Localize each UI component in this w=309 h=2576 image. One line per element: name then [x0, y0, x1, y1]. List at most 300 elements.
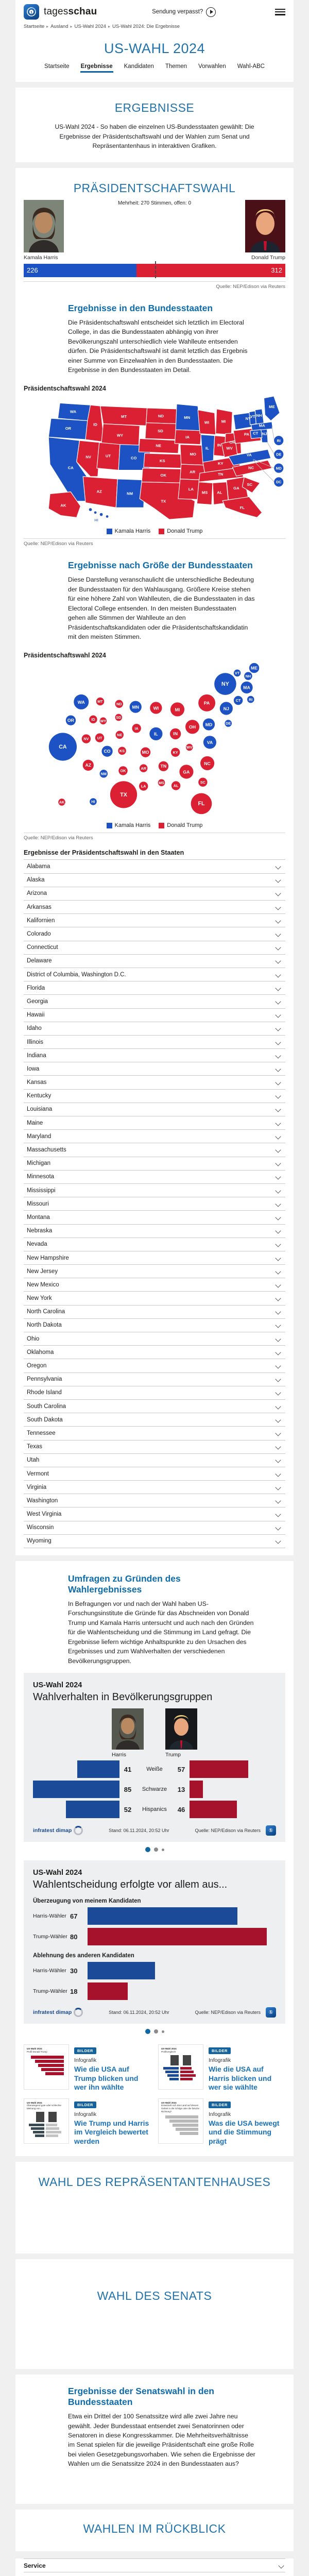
ergebnisse-heading: ERGEBNISSE	[15, 88, 294, 118]
teaser-card[interactable]	[158, 2098, 285, 2146]
state-accordion-row[interactable]	[24, 1143, 285, 1157]
size-result-text: Diese Darstellung veranschaulicht die unterschiedliche Bedeutung der Bundesstaaten für den Wahlausgang. Größere Kreise stehen für eine höhere Zahl von Wahlleuten, die die Bundesstaaten in das Electoral College entsenden. In den meisten Bundesstaaten gehen alle Stimmen der Wahlleute an den Präsidentschaftskandidaten oder die Präsidentschaftskandidatin mit den meisten Stimmen.	[68, 575, 255, 641]
state-name: Arizona	[27, 890, 47, 896]
row-label: Harris-Wähler	[33, 1913, 70, 1919]
bubble-label-ME: ME	[251, 666, 258, 671]
umfragen-text: In Befragungen vor und nach der Wahl haben US-Forschungsinstitute die Gründe für das Abschneiden von Donald Trump und Kamala Harris untersucht und auch nach den Gründen für die Wahlentscheidung und die Stimmung im Land gefragt. Die Ergebnisse liefern wichtige Anhaltspunkte zu den Ursachen des Ergebnisses und zum Wahlverhalten der verschiedenen Bevölkerungsgruppen.	[68, 1599, 255, 1666]
demo-row	[33, 1801, 276, 1818]
state-accordion-row[interactable]	[24, 1157, 285, 1171]
state-name: Massachusetts	[27, 1147, 66, 1153]
state-name: Utah	[27, 1457, 39, 1463]
state-accordion-row[interactable]	[24, 1467, 285, 1481]
state-accordion-row[interactable]	[24, 860, 285, 873]
state-accordion-row[interactable]	[24, 1238, 285, 1251]
state-name: New Hampshire	[27, 1255, 69, 1261]
bubble-label-VT: VT	[235, 671, 240, 675]
chevron-down-icon	[275, 1458, 281, 1463]
chevron-down-icon	[275, 1430, 281, 1436]
state-accordion-row[interactable]	[24, 1076, 285, 1089]
bubble-label-WA: WA	[78, 700, 85, 705]
state-accordion-row[interactable]	[24, 914, 285, 927]
state-label-OK: OK	[160, 473, 166, 478]
chevron-down-icon	[275, 1255, 281, 1261]
state-accordion-row[interactable]	[24, 1130, 285, 1143]
state-name: Oregon	[27, 1363, 46, 1369]
play-icon[interactable]	[206, 7, 216, 17]
teaser-headline-link[interactable]: Wie die USA auf Harris blicken und wer sie wählte	[209, 2065, 285, 2092]
state-name: New Mexico	[27, 1282, 59, 1288]
teaser-card[interactable]	[24, 2044, 151, 2092]
chevron-down-icon	[275, 1188, 281, 1193]
state-accordion-row[interactable]	[24, 1413, 285, 1427]
state-accordion-row[interactable]	[24, 1171, 285, 1184]
chart-kicker: US-Wahl 2024	[33, 1681, 276, 1689]
breadcrumb-separator: ▸	[108, 24, 110, 29]
bubble-label-VA: VA	[207, 740, 213, 745]
state-name: Florida	[27, 985, 45, 991]
state-label-ME: ME	[269, 404, 274, 409]
state-label-UT: UT	[106, 454, 111, 459]
chevron-down-icon	[275, 1268, 281, 1274]
bubble-label-AZ: AZ	[85, 763, 91, 768]
thumb-title: Profilvergleich	[161, 2050, 200, 2054]
state-name: Louisiana	[27, 1106, 52, 1112]
majority-marker	[155, 261, 156, 278]
thumb-kicker: US-Wahl 2024	[161, 2047, 200, 2050]
bubble-label-PA: PA	[204, 701, 210, 706]
us-bubble-cartogram[interactable]	[15, 662, 294, 819]
bubble-label-CA: CA	[59, 744, 67, 750]
dot[interactable]	[154, 1848, 158, 1852]
chevron-down-icon	[275, 1174, 281, 1180]
chevron-down-icon	[275, 918, 281, 923]
state-accordion-row[interactable]	[24, 1116, 285, 1130]
chevron-down-icon	[275, 1228, 281, 1233]
state-label-AZ: AZ	[97, 489, 102, 494]
ard-logo-icon: ①	[266, 1825, 276, 1836]
state-label-WA: WA	[70, 410, 77, 414]
footer-accordion-row[interactable]	[24, 2572, 285, 2576]
chevron-down-icon	[275, 1282, 281, 1287]
tab-themen[interactable]: Themen	[165, 62, 187, 73]
bubble-label-NE: NE	[117, 733, 122, 737]
thumb-title: Entwickelt sich das Land auf diesem Gebiet in die richtige oder die falsche Richtung?	[161, 2104, 200, 2113]
group-label: Überzeugung von meinem Kandidaten	[33, 1898, 276, 1904]
harris-label: Harris	[112, 1752, 144, 1758]
dot[interactable]	[162, 1849, 164, 1851]
tab-ergebnisse[interactable]: Ergebnisse	[80, 62, 113, 73]
harris-bar	[66, 1801, 119, 1818]
thumb-title: Profil Donald Trump	[27, 2050, 66, 2054]
state-name: Nebraska	[27, 1228, 52, 1234]
state-name: South Dakota	[27, 1417, 63, 1423]
harris-bar	[88, 1907, 237, 1925]
state-name: Wisconsin	[27, 1524, 54, 1531]
candidate-photos-row	[15, 200, 294, 252]
state-label-SD: SD	[158, 429, 163, 433]
umfragen-heading[interactable]: Umfragen zu Gründen des Wahlergebnisses	[68, 1561, 255, 1595]
state-name: North Carolina	[27, 1309, 65, 1315]
chevron-down-icon	[275, 1242, 281, 1247]
umfragen-card	[15, 1561, 294, 2156]
state-name: Mississippi	[27, 1188, 56, 1194]
state-label-TX: TX	[161, 499, 166, 504]
state-name: Kalifornien	[27, 918, 55, 924]
state-HI[interactable]	[89, 509, 92, 512]
bubble-label-TX: TX	[120, 792, 127, 798]
chevron-down-icon	[275, 904, 281, 910]
chevron-down-icon	[275, 1511, 281, 1517]
bubble-label-MD: MD	[205, 722, 213, 727]
senat-card	[15, 2259, 294, 2369]
category-label: Schwarze	[136, 1786, 173, 1792]
state-accordion-row[interactable]	[24, 901, 285, 914]
state-label-TN: TN	[218, 472, 223, 477]
state-accordion-row[interactable]	[24, 968, 285, 981]
harris-value: 52	[119, 1806, 136, 1814]
cartogram-svg	[15, 662, 294, 817]
bubble-label-IA: IA	[135, 726, 139, 731]
state-accordion-row[interactable]	[24, 1454, 285, 1467]
state-accordion-row[interactable]	[24, 995, 285, 1008]
state-label-NV: NV	[85, 455, 92, 460]
state-label-AL: AL	[217, 490, 222, 495]
page-title: US-WAHL 2024	[15, 41, 294, 57]
state-accordion-row[interactable]	[24, 1062, 285, 1076]
state-accordion-row[interactable]	[24, 941, 285, 955]
state-name: North Dakota	[27, 1322, 62, 1328]
state-accordion-row[interactable]	[24, 1184, 285, 1197]
state-accordion-row[interactable]	[24, 1049, 285, 1062]
state-accordion-row[interactable]	[24, 1292, 285, 1305]
states-accordion	[24, 859, 285, 1548]
teaser-headline-link[interactable]: Was die USA bewegt und die Stimmung prägt	[209, 2119, 285, 2146]
state-accordion-row[interactable]	[24, 1427, 285, 1440]
breadcrumb-item[interactable]: Ausland	[50, 24, 68, 29]
bubble-label-MO: MO	[142, 750, 149, 755]
teaser-kicker: Infografik	[209, 2111, 285, 2117]
harris-bar	[77, 1760, 119, 1778]
chevron-down-icon	[275, 1039, 281, 1045]
chevron-down-icon	[275, 1053, 281, 1058]
teaser-card[interactable]	[24, 2098, 151, 2146]
chevron-down-icon	[275, 1161, 281, 1166]
electoral-bar	[24, 264, 285, 277]
state-name: Alaska	[27, 877, 45, 883]
ard-logo-icon: ①	[266, 2007, 276, 2018]
site-header	[15, 0, 294, 82]
majority-note: Mehrheit: 270 Stimmen, offen: 0	[15, 200, 294, 206]
state-accordion-row[interactable]	[24, 874, 285, 887]
state-accordion-row[interactable]	[24, 1373, 285, 1386]
tagesschau-logo-icon[interactable]	[24, 4, 39, 20]
harris-caption: Kamala Harris	[24, 255, 58, 261]
bubble-label-NV: NV	[83, 737, 89, 741]
state-accordion-row[interactable]	[24, 1090, 285, 1103]
state-accordion-row[interactable]	[24, 1211, 285, 1224]
chevron-down-icon	[275, 1120, 281, 1126]
state-name: Alabama	[27, 863, 50, 870]
breadcrumb-item[interactable]: Startseite	[24, 24, 44, 29]
state-name: Nevada	[27, 1241, 47, 1247]
state-label-NC: NC	[248, 466, 254, 470]
chart-footer	[33, 1825, 276, 1836]
state-label-CO: CO	[131, 456, 137, 461]
chevron-down-icon	[275, 1066, 281, 1072]
harris-electoral-segment: 226	[24, 264, 136, 277]
state-accordion-row[interactable]	[24, 1332, 285, 1346]
chart-title: Wahlentscheidung erfolgte vor allem aus...	[33, 1879, 276, 1891]
trump-value: 13	[173, 1786, 190, 1793]
chevron-down-icon	[275, 1377, 281, 1382]
chevron-down-icon	[275, 1309, 281, 1315]
trump-bar	[190, 1781, 203, 1798]
thumb-mini-bars	[27, 2124, 66, 2137]
trump-electoral-segment: 312	[136, 264, 285, 277]
state-accordion-row[interactable]	[24, 981, 285, 995]
state-accordion-row[interactable]	[24, 1319, 285, 1332]
state-name: Tennessee	[27, 1430, 56, 1436]
us-choropleth-map[interactable]	[15, 395, 294, 525]
breadcrumb-separator: ▸	[46, 24, 48, 29]
decision-rows	[33, 1898, 276, 2000]
chevron-down-icon	[275, 931, 281, 937]
state-accordion-row[interactable]	[24, 1278, 285, 1292]
thumb-photos	[27, 2112, 66, 2122]
state-accordion-row[interactable]	[24, 1535, 285, 1548]
state-accordion-row[interactable]	[24, 1359, 285, 1372]
state-accordion-row[interactable]	[24, 1306, 285, 1319]
category-label: Weiße	[136, 1766, 173, 1772]
map-label: Präsidentschaftswahl 2024	[24, 385, 285, 392]
state-accordion-row[interactable]	[24, 1481, 285, 1494]
state-accordion-row[interactable]	[24, 1440, 285, 1454]
row-label: Trump-Wähler	[33, 1988, 70, 1994]
source-note: Quelle: NEP/Edison via Reuters	[15, 833, 294, 841]
rueckblick-card	[15, 2510, 294, 2551]
state-label-MA: MA	[259, 423, 265, 428]
state-name: Iowa	[27, 1066, 39, 1072]
bubble-label-AL: AL	[174, 784, 179, 788]
state-label-AR: AR	[190, 470, 196, 474]
carousel-dots[interactable]	[15, 2024, 294, 2035]
infratest-dimap-logo: infratest dimap	[33, 1826, 83, 1835]
candidate-captions	[15, 255, 294, 261]
state-accordion-row[interactable]	[24, 927, 285, 941]
legend-swatch	[107, 823, 112, 828]
bubble-label-OK: OK	[121, 769, 127, 773]
breadcrumb	[15, 22, 294, 33]
legend-item	[107, 822, 151, 828]
brand-wordmark[interactable]: tagesschau	[44, 6, 97, 18]
hamburger-menu-icon[interactable]	[275, 9, 285, 15]
legend-swatch	[159, 529, 164, 534]
state-label-NM: NM	[127, 492, 133, 496]
infratest-arc-icon	[74, 2008, 83, 2017]
state-name: Minnesota	[27, 1174, 54, 1180]
state-label-WV: WV	[226, 446, 233, 451]
state-label-KY: KY	[218, 461, 224, 466]
tab-kandidaten[interactable]: Kandidaten	[124, 62, 154, 73]
bubble-label-GA: GA	[183, 770, 190, 775]
bilder-badge: BILDER	[74, 2102, 96, 2108]
teaser-thumbnail	[24, 2098, 69, 2144]
state-name: New Jersey	[27, 1268, 58, 1275]
teaser-kicker: Infografik	[74, 2057, 151, 2063]
decision-row	[33, 1982, 276, 2000]
teaser-grid	[24, 2044, 285, 2156]
thumb-kicker: US-Wahl 2024	[27, 2102, 66, 2105]
state-label-ND: ND	[158, 414, 164, 418]
teaser-thumbnail	[24, 2044, 69, 2090]
bubble-label-MS: MS	[159, 781, 164, 785]
bubble-label-WY: WY	[100, 719, 106, 723]
category-label: Hispanics	[136, 1806, 173, 1812]
state-HI[interactable]	[106, 516, 109, 518]
row-label: Trump-Wähler	[33, 1934, 70, 1940]
missed-broadcast-link[interactable]: Sendung verpasst?	[97, 7, 271, 17]
chevron-down-icon	[275, 1093, 281, 1099]
state-HI[interactable]	[94, 512, 97, 514]
bubble-label-MT: MT	[97, 700, 103, 704]
state-accordion-row[interactable]	[24, 1103, 285, 1116]
teaser-meta	[74, 2044, 151, 2092]
bubble-label-CT: CT	[236, 699, 241, 703]
legend-label: Kamala Harris	[115, 528, 151, 534]
dot-active[interactable]	[145, 1847, 150, 1852]
chevron-down-icon	[275, 1201, 281, 1207]
bubble-label-SC: SC	[200, 780, 206, 785]
state-accordion-row[interactable]	[24, 1386, 285, 1400]
state-accordion-row[interactable]	[24, 1022, 285, 1036]
footer-accordion	[24, 2558, 285, 2576]
senatswahl-heading[interactable]: Ergebnisse der Senatswahl in den Bundesstaaten	[68, 2375, 255, 2408]
trump-photo	[245, 200, 285, 252]
chevron-down-icon	[275, 1484, 281, 1490]
state-accordion-row[interactable]	[24, 1400, 285, 1413]
bubble-label-OR: OR	[67, 718, 75, 723]
bubble-label-MA: MA	[243, 685, 250, 690]
tab-wahl-abc[interactable]: Wahl-ABC	[237, 62, 265, 73]
state-label-IN: IN	[217, 443, 221, 448]
state-label-MD: MD	[276, 467, 282, 471]
breadcrumb-item[interactable]: US-Wahl 2024	[75, 24, 106, 29]
state-accordion-row[interactable]	[24, 1346, 285, 1359]
states-accordion-heading: Ergebnisse der Präsidentschaftswahl in den Staaten	[24, 849, 285, 856]
state-name: Michigan	[27, 1160, 50, 1166]
senatswahl-card	[15, 2375, 294, 2504]
chevron-down-icon	[275, 1107, 281, 1112]
dot[interactable]	[154, 2029, 158, 2033]
states-result-heading[interactable]: Ergebnisse in den Bundesstaaten	[68, 303, 255, 314]
chevron-down-icon	[275, 1444, 281, 1449]
legend-label: Kamala Harris	[115, 822, 151, 828]
state-name: Georgia	[27, 998, 48, 1005]
size-result-heading[interactable]: Ergebnisse nach Größe der Bundesstaaten	[68, 560, 255, 571]
teaser-meta	[209, 2044, 285, 2092]
state-accordion-row[interactable]	[24, 1225, 285, 1238]
chart-title: Wahlverhalten in Bevölkerungsgruppen	[33, 1691, 276, 1703]
state-label-LA: LA	[188, 487, 194, 492]
decision-chart-panel	[24, 1860, 285, 2024]
state-accordion-row[interactable]	[24, 1521, 285, 1535]
state-label-NE: NE	[156, 444, 161, 448]
states-result-text: Die Präsidentschaftswahl entscheidet sich letztlich im Electoral College, in das die Bundesstaaten abhängig von ihrer Bevölkerungszahl unterschiedlich viele Wahlleute entsenden dürfen. Die Präsidentschaftswahl ist damit letztlich das Ergebnis einer Summe von Einzelwahlen in den Bundesstaaten. Die Ergebnisse in den Bundesstaaten im Detail.	[68, 318, 255, 375]
bubble-label-ND: ND	[116, 702, 122, 706]
harris-bar	[88, 1962, 155, 1979]
state-accordion-row[interactable]	[24, 955, 285, 968]
chevron-down-icon	[275, 1295, 281, 1301]
chevron-down-icon	[275, 1363, 281, 1368]
chart-source: Quelle: NEP/Edison via Reuters	[195, 1828, 261, 1833]
state-name: Maine	[27, 1120, 43, 1126]
teaser-thumbnail	[158, 2098, 203, 2144]
legend-item	[159, 528, 202, 534]
footer-accordion-row[interactable]	[24, 2558, 285, 2572]
teaser-headline-link[interactable]: Wie Trump und Harris im Vergleich bewertet werden	[74, 2119, 151, 2146]
bubble-label-IL: IL	[154, 732, 158, 737]
repraesentantenhaus-card	[15, 2162, 294, 2253]
state-accordion-row[interactable]	[24, 1494, 285, 1507]
bubble-label-CO: CO	[104, 749, 111, 754]
state-accordion-row[interactable]	[24, 1197, 285, 1211]
trump-photo-small	[165, 1708, 197, 1750]
bubble-label-HI: HI	[91, 800, 95, 804]
teaser-card[interactable]	[158, 2044, 285, 2092]
tab-vorwahlen[interactable]: Vorwahlen	[198, 62, 227, 73]
harris-value: 41	[119, 1766, 136, 1773]
decision-row	[33, 1928, 276, 1945]
chevron-down-icon	[275, 1417, 281, 1422]
breadcrumb-item[interactable]: US-Wahl 2024: Die Ergebnisse	[112, 24, 180, 29]
dot-active[interactable]	[145, 2029, 150, 2034]
thumb-mini-bars	[27, 2056, 66, 2075]
state-accordion-row[interactable]	[24, 1265, 285, 1278]
row-value: 18	[70, 1988, 88, 1995]
chart-source: Quelle: NEP/Edison via Reuters	[195, 2010, 261, 2015]
row-value: 30	[70, 1967, 88, 1975]
teaser-headline-link[interactable]: Wie die USA auf Trump blicken und wer ihn wählte	[74, 2065, 151, 2092]
chart-kicker: US-Wahl 2024	[33, 1869, 276, 1877]
bilder-badge: BILDER	[209, 2047, 231, 2054]
bubble-label-UT: UT	[97, 736, 102, 740]
state-label-OR: OR	[65, 426, 72, 431]
state-HI[interactable]	[100, 513, 103, 516]
chevron-down-icon	[275, 1498, 281, 1503]
state-accordion-row[interactable]	[24, 1507, 285, 1521]
source-note: Quelle: NEP/Edison via Reuters	[15, 539, 294, 547]
dot[interactable]	[162, 2030, 164, 2033]
bubble-label-NY: NY	[221, 681, 229, 687]
state-accordion-row[interactable]	[24, 1009, 285, 1022]
carousel-dots[interactable]	[15, 1842, 294, 1853]
state-label-NH: NH	[256, 414, 262, 418]
tab-startseite[interactable]: Startseite	[44, 62, 70, 73]
state-accordion-row[interactable]	[24, 1251, 285, 1265]
state-label-MI: MI	[221, 419, 226, 424]
state-label-PA: PA	[244, 432, 250, 437]
chevron-down-icon	[275, 891, 281, 896]
page	[15, 0, 294, 2576]
cartogram-label: Präsidentschaftswahl 2024	[24, 652, 285, 659]
state-name: Montana	[27, 1214, 50, 1221]
trump-label: Trump	[165, 1752, 197, 1758]
repraesentantenhaus-heading: WAHL DES REPRÄSENTANTENHAUSES	[15, 2162, 294, 2192]
state-accordion-row[interactable]	[24, 1036, 285, 1049]
state-label-MO: MO	[190, 452, 196, 456]
breadcrumb-separator: ▸	[71, 24, 73, 29]
state-accordion-row[interactable]	[24, 887, 285, 901]
